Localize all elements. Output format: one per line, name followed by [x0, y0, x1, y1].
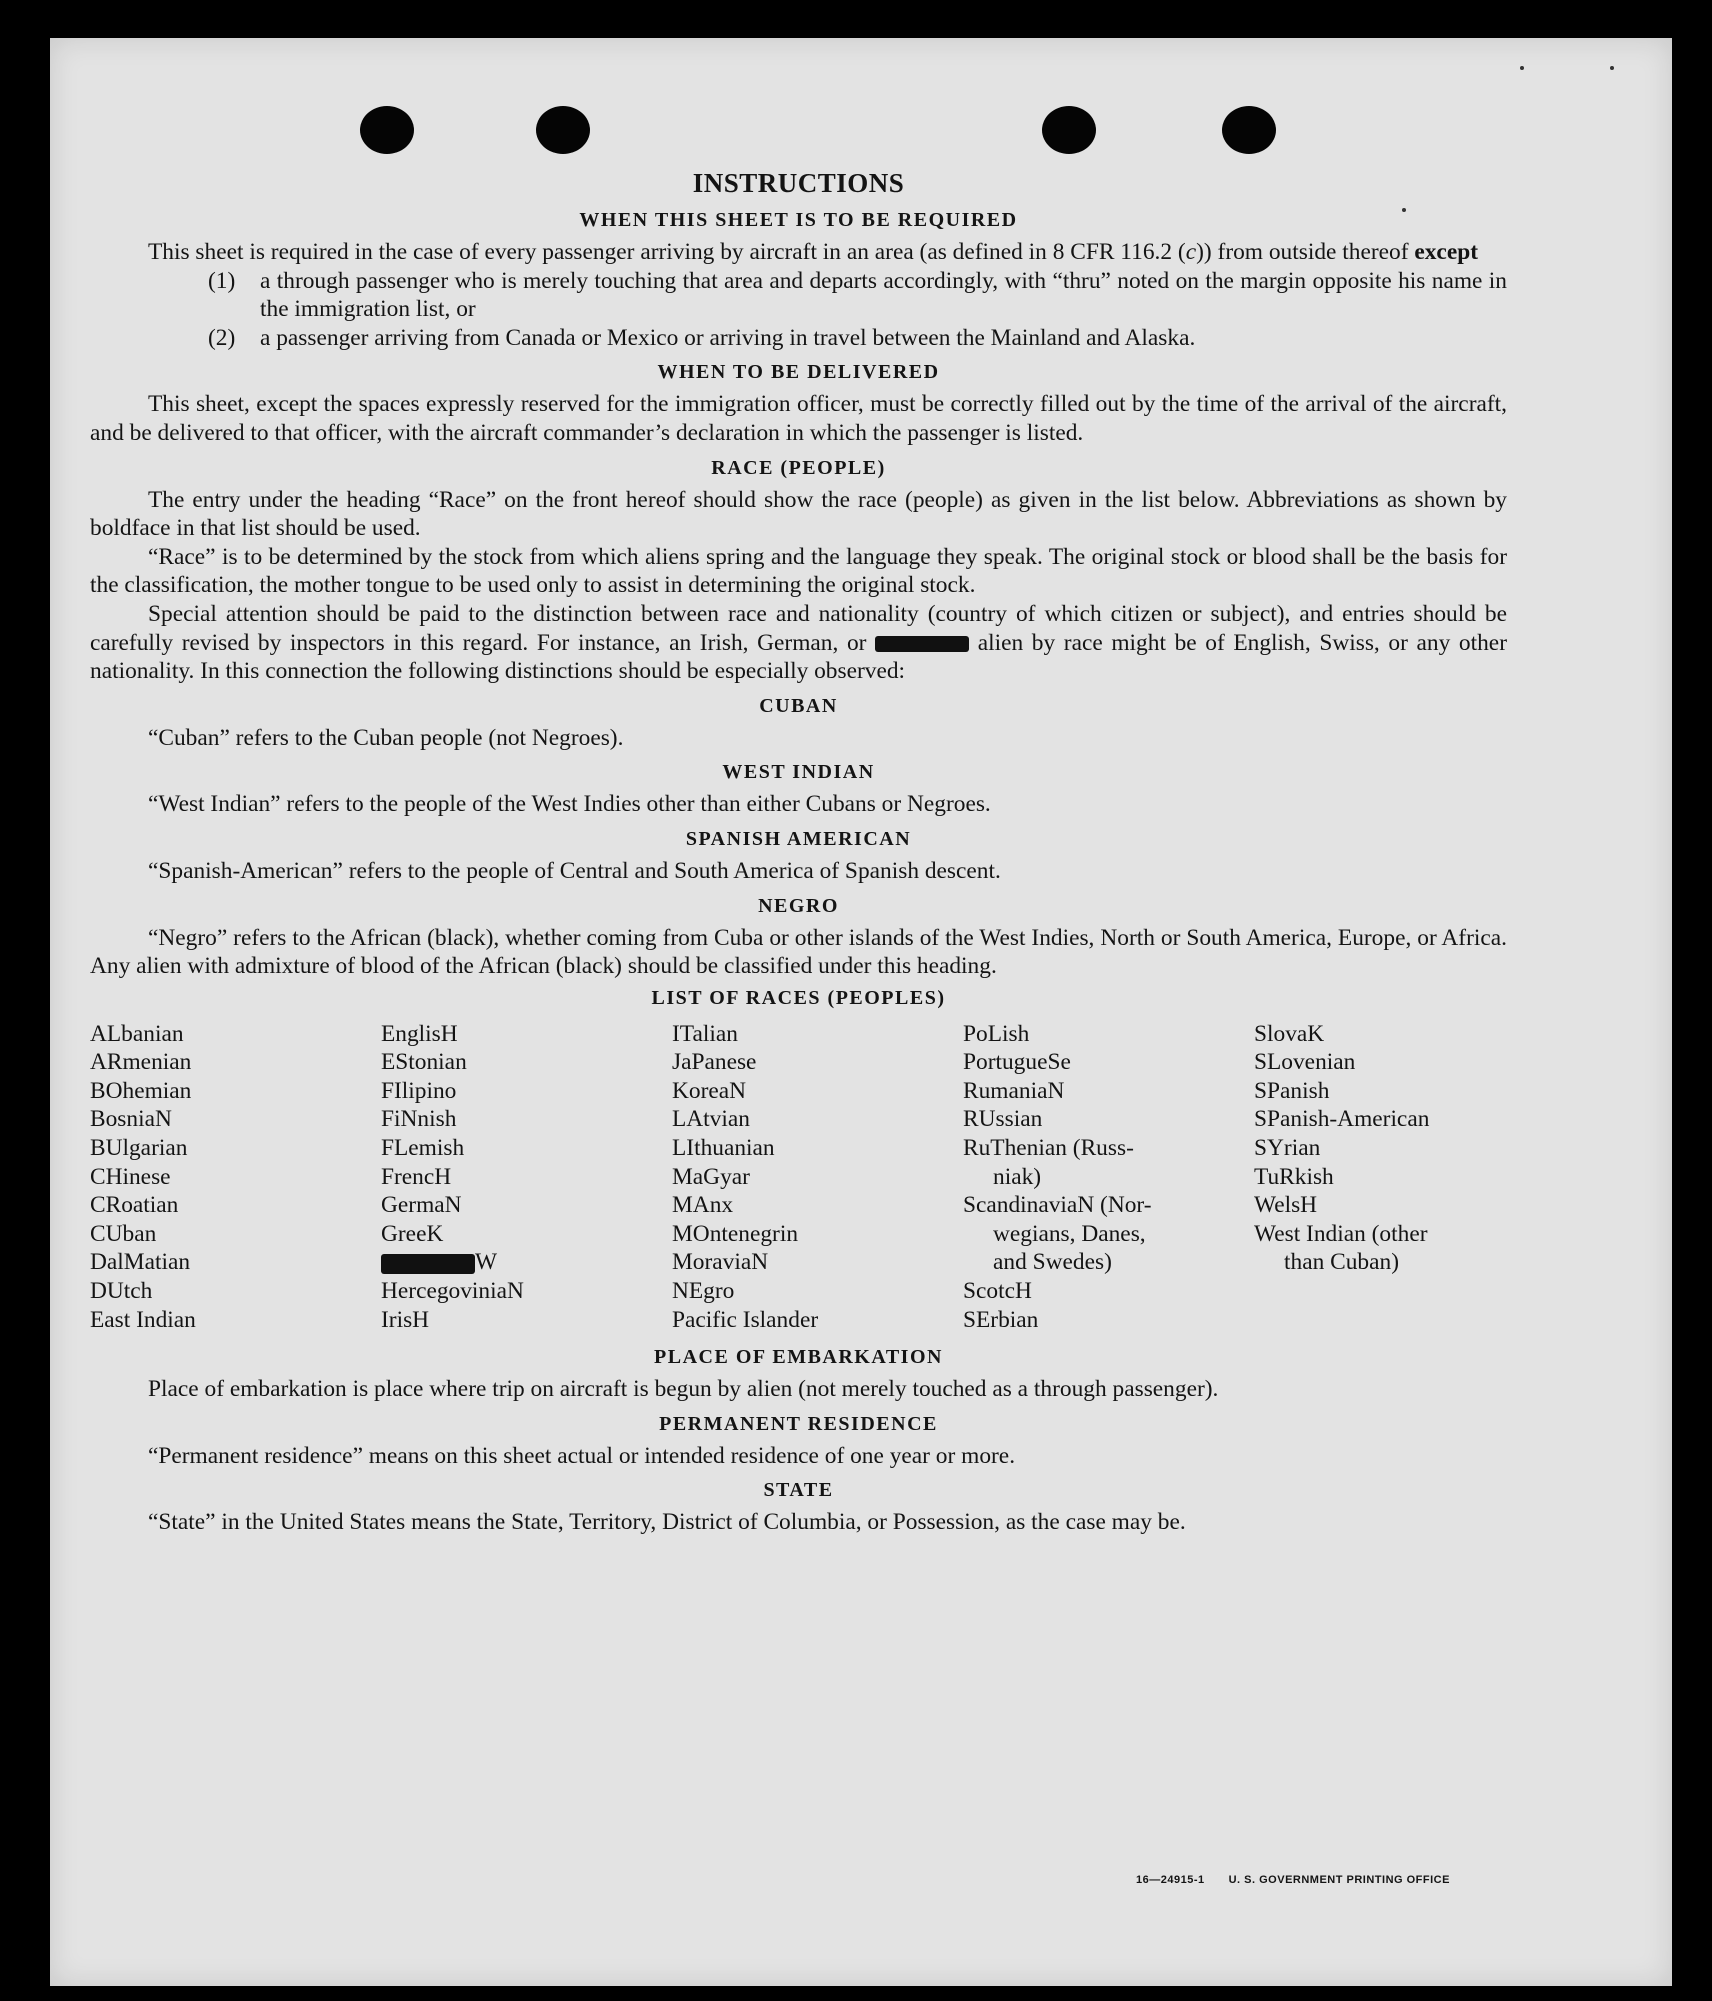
- race-item: FrencH: [381, 1163, 452, 1190]
- race-item: RuThenian (Russ-: [963, 1135, 1134, 1162]
- heading-cuban: CUBAN: [759, 694, 838, 717]
- list-item: (1) a through passenger who is merely touching that area and departs accordingly, with “thru” noted on the margin opposite his name in the immigration list, or: [208, 267, 1507, 323]
- races-column-5: [1254, 1020, 1507, 1335]
- race-item: FIlipino: [381, 1077, 457, 1104]
- race-item-continued: niak): [993, 1163, 1042, 1190]
- race-item: MOntenegrin: [672, 1220, 799, 1247]
- race-item: HercegoviniaN: [381, 1278, 524, 1305]
- when-delivered-text: This sheet, except the spaces expressly reserved for the immigration officer, must be correctly filled out by the time of the arrival of the aircraft, and be delivered to that officer, with the aircraft commander’s declaration in which the passenger is listed.: [90, 391, 1507, 446]
- race-item: IrisH: [381, 1306, 430, 1333]
- punch-hole: [536, 106, 590, 154]
- race-item: KoreaN: [672, 1077, 747, 1104]
- race-item: PortugueSe: [963, 1049, 1071, 1076]
- document-sheet: [50, 38, 1672, 1986]
- heading-when-required: WHEN THIS SHEET IS TO BE REQUIRED: [579, 209, 1018, 231]
- race-item: SLovenian: [1254, 1049, 1356, 1076]
- race-item: SYrian: [1254, 1135, 1321, 1162]
- page-title: INSTRUCTIONS: [692, 168, 905, 198]
- heading-negro: NEGRO: [758, 894, 839, 917]
- race-item: EnglisH: [381, 1020, 458, 1047]
- race-item-continued: than Cuban): [1284, 1249, 1399, 1276]
- race-item: ScandinaviaN (Nor-: [963, 1192, 1152, 1219]
- redaction-mark: [381, 1254, 475, 1274]
- race-item: ScotcH: [963, 1278, 1032, 1305]
- race-item: BOhemian: [90, 1077, 192, 1104]
- race-paragraph-1: The entry under the heading “Race” on the front hereof should show the race (people) as given in the list below. Abbreviations as shown by boldface in that list should be used.: [90, 486, 1507, 542]
- race-item: SPanish-American: [1254, 1106, 1430, 1133]
- redaction-mark: [875, 636, 969, 652]
- heading-embarkation: PLACE OF EMBARKATION: [654, 1346, 943, 1369]
- race-item: WelsH: [1254, 1192, 1318, 1219]
- race-item: East Indian: [90, 1306, 196, 1333]
- print-footer: [1136, 1874, 1474, 1886]
- race-item: SPanish: [1254, 1077, 1330, 1104]
- race-item: MaGyar: [672, 1163, 750, 1190]
- race-item: SErbian: [963, 1306, 1039, 1333]
- race-item: TuRkish: [1254, 1163, 1334, 1190]
- race-item: BosniaN: [90, 1106, 172, 1133]
- race-item-continued: wegians, Danes,: [993, 1220, 1146, 1247]
- heading-when-delivered: WHEN TO BE DELIVERED: [657, 361, 940, 384]
- race-item: FiNnish: [381, 1106, 457, 1133]
- races-column-3: [672, 1020, 963, 1335]
- race-item: LAtvian: [672, 1106, 750, 1133]
- race-item: ARmenian: [90, 1049, 192, 1076]
- race-item: DUtch: [90, 1278, 153, 1305]
- race-item: GreeK: [381, 1220, 444, 1247]
- race-item: CHinese: [90, 1163, 171, 1190]
- heading-spanish-american: SPANISH AMERICAN: [685, 827, 912, 850]
- heading-race: RACE (PEOPLE): [711, 456, 886, 479]
- races-column-1: [90, 1020, 381, 1335]
- race-item: CRoatian: [90, 1192, 179, 1219]
- race-item: MAnx: [672, 1192, 734, 1219]
- race-item: Pacific Islander: [672, 1306, 819, 1333]
- punch-hole: [1042, 106, 1096, 154]
- race-paragraph-2: “Race” is to be determined by the stock from which aliens spring and the language they speak. The original stock or blood shall be the basis for the classification, the mother tongue to be used only to assist in determining the original stock.: [90, 543, 1507, 599]
- race-item: BUlgarian: [90, 1135, 188, 1162]
- spanish-american-text: “Spanish-American” refers to the people of Central and South America of Spanish descent.: [148, 857, 1001, 884]
- race-item: RUssian: [963, 1106, 1043, 1133]
- race-item: NEgro: [672, 1278, 735, 1305]
- west-indian-text: “West Indian” refers to the people of the West Indies other than either Cubans or Negroes.: [148, 791, 991, 818]
- punch-hole: [360, 106, 414, 154]
- race-item: DalMatian: [90, 1249, 191, 1276]
- cuban-text: “Cuban” refers to the Cuban people (not Negroes).: [148, 724, 624, 751]
- heading-permanent-residence: PERMANENT RESIDENCE: [659, 1412, 938, 1435]
- speck: [1520, 66, 1524, 70]
- negro-text: “Negro” refers to the African (black), whether coming from Cuba or other islands of the West Indies, North or South America, Europe, or Africa. Any alien with admixture of blood of the African (black) should be classified under this heading.: [90, 924, 1507, 980]
- race-item: LIthuanian: [672, 1135, 775, 1162]
- printer-name: U. S. GOVERNMENT PRINTING OFFICE: [1228, 1874, 1450, 1886]
- race-item: ALbanian: [90, 1020, 184, 1047]
- heading-state: STATE: [763, 1479, 834, 1502]
- race-item: GermaN: [381, 1192, 462, 1219]
- race-item: MoraviaN: [672, 1249, 769, 1276]
- race-item: EStonian: [381, 1049, 467, 1076]
- race-item: CUban: [90, 1220, 157, 1247]
- race-item: PoLish: [963, 1020, 1030, 1047]
- heading-west-indian: WEST INDIAN: [722, 761, 875, 784]
- state-text: “State” in the United States means the State, Territory, District of Columbia, or Possession, as the case may be.: [148, 1509, 1186, 1536]
- race-item: RumaniaN: [963, 1077, 1065, 1104]
- when-required-intro: This sheet is required in the case of every passenger arriving by aircraft in an area (as defined in 8 CFR 116.2 (c)) from outside thereof except: [148, 239, 1478, 265]
- race-item: ITalian: [672, 1020, 738, 1047]
- races-column-4: [963, 1020, 1254, 1335]
- embarkation-text: Place of embarkation is place where trip on aircraft is begun by alien (not merely touched as a through passenger).: [148, 1376, 1219, 1403]
- speck: [1610, 66, 1614, 70]
- punch-hole: [1222, 106, 1276, 154]
- race-item: JaPanese: [672, 1049, 757, 1076]
- race-item-continued: and Swedes): [993, 1249, 1112, 1276]
- race-paragraph-3: Special attention should be paid to the distinction between race and nationality (country of which citizen or subject), and entries should be carefully revised by inspectors in this regard. For instance, an Irish, German, or alien by race might be of English, Swiss, or any other nationality. In this connection the following distinctions should be especially observed:: [90, 600, 1507, 685]
- heading-list-of-races: LIST OF RACES (PEOPLES): [651, 986, 946, 1009]
- race-item: West Indian (other: [1254, 1220, 1428, 1247]
- list-item: (2) a passenger arriving from Canada or Mexico or arriving in travel between the Mainland and Alaska.: [208, 324, 1196, 351]
- race-item: SlovaK: [1254, 1020, 1325, 1047]
- form-code: 16—24915-1: [1136, 1874, 1205, 1886]
- instructions-content: [90, 168, 1507, 1537]
- races-column-2: [381, 1020, 672, 1335]
- permanent-residence-text: “Permanent residence” means on this sheet actual or intended residence of one year or more.: [148, 1442, 1016, 1469]
- races-list: [90, 1020, 1507, 1335]
- race-item-redacted: W: [381, 1248, 672, 1277]
- race-item: FLemish: [381, 1135, 465, 1162]
